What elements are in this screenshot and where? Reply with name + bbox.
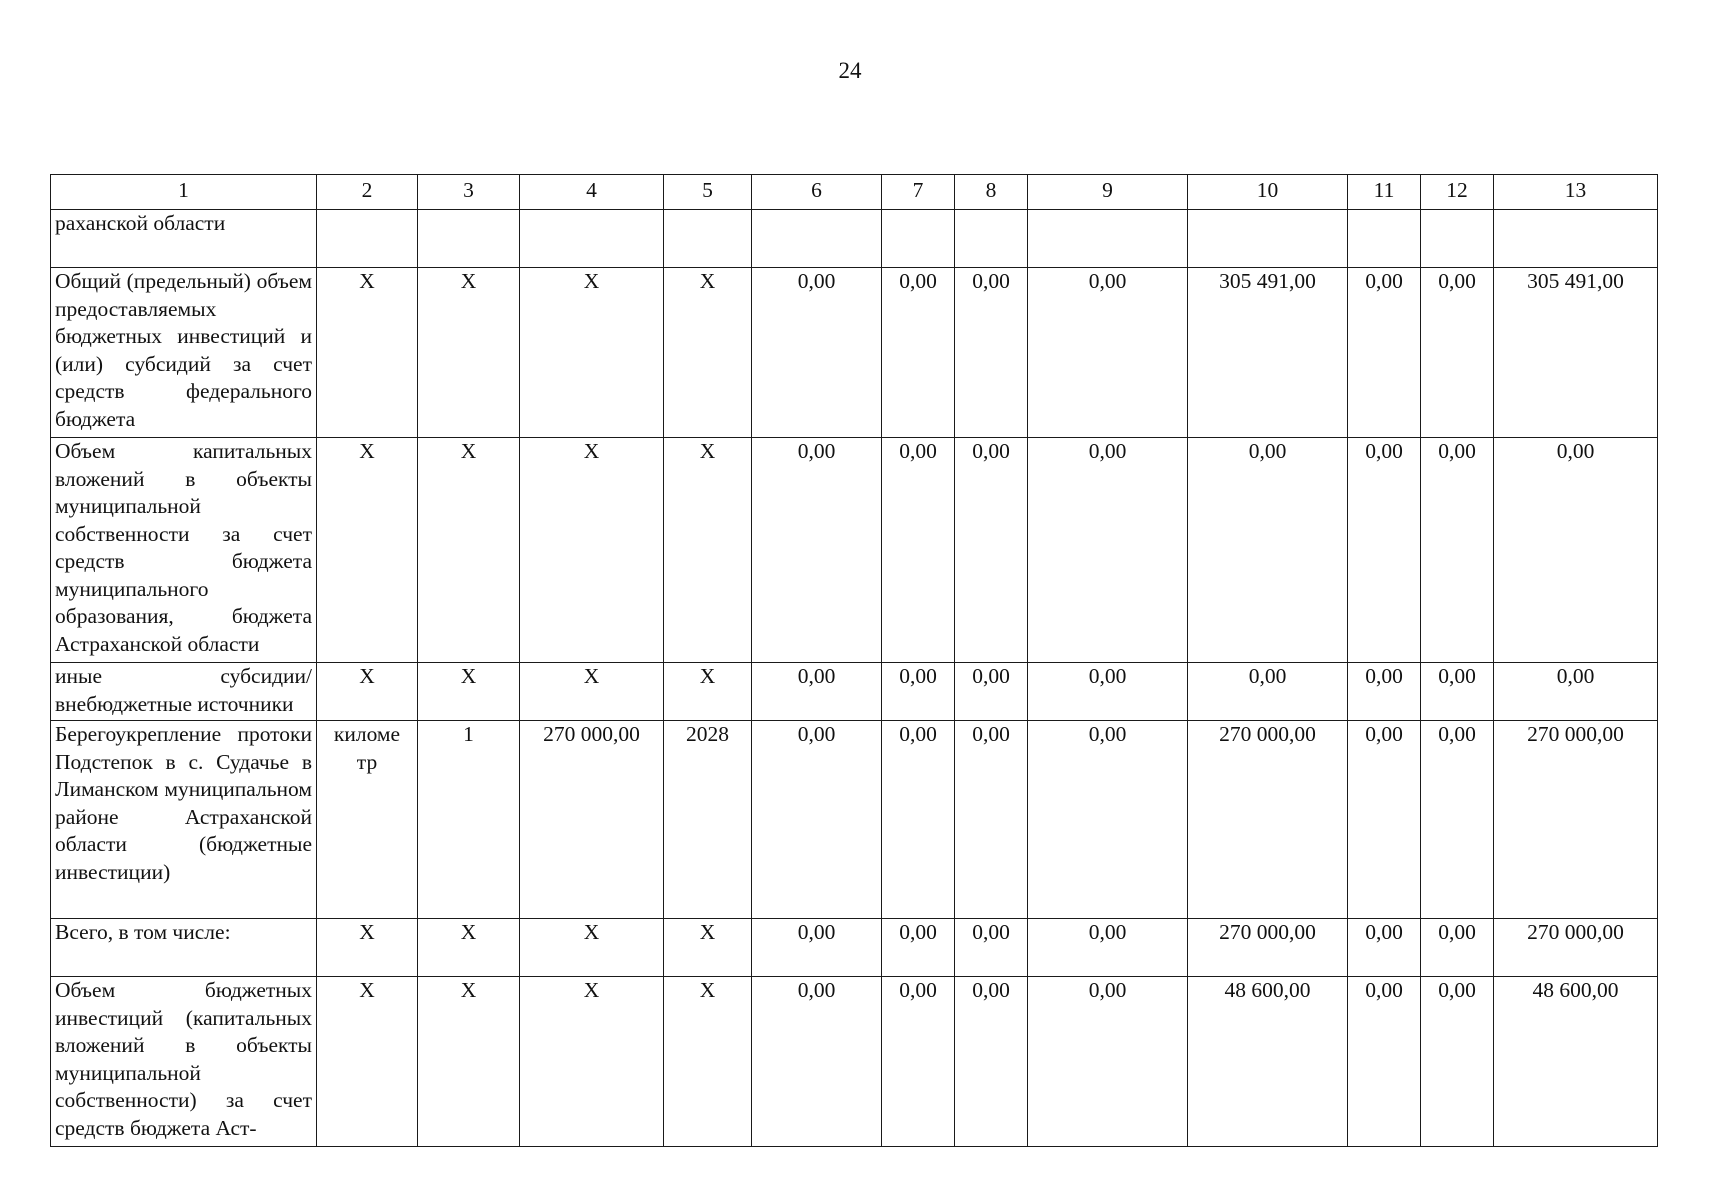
table-cell: 0,00	[1348, 438, 1421, 663]
column-header: 7	[882, 175, 955, 210]
table-cell: 0,00	[955, 977, 1028, 1147]
column-header: 13	[1494, 175, 1658, 210]
table-cell: 0,00	[1028, 663, 1188, 721]
table-cell: 0,00	[882, 438, 955, 663]
column-header: 4	[520, 175, 664, 210]
table-row	[51, 977, 1658, 1147]
table-cell	[418, 210, 520, 268]
table-cell: X	[664, 438, 752, 663]
table-cell: X	[664, 268, 752, 438]
table-cell: 0,00	[752, 919, 882, 977]
table-cell: X	[418, 919, 520, 977]
table-cell: 0,00	[955, 721, 1028, 919]
table-cell: 0,00	[1028, 438, 1188, 663]
table-cell: 270 000,00	[1188, 721, 1348, 919]
table-cell: 0,00	[752, 977, 882, 1147]
table-cell: 0,00	[1348, 663, 1421, 721]
table-cell: 0,00	[882, 721, 955, 919]
table-cell: 0,00	[1494, 663, 1658, 721]
table-cell: X	[520, 919, 664, 977]
column-header: 5	[664, 175, 752, 210]
table-cell: X	[520, 268, 664, 438]
table-cell: X	[418, 977, 520, 1147]
column-header: 11	[1348, 175, 1421, 210]
table-row	[51, 919, 1658, 977]
table-cell: 0,00	[1421, 977, 1494, 1147]
table-cell: 0,00	[955, 919, 1028, 977]
table-cell: 1	[418, 721, 520, 919]
table-cell: 0,00	[1421, 268, 1494, 438]
row-name: Объем капитальных вложений в объекты муниципальной собственности за счет средств бюджета муниципального образования, бюджета Астраханской области	[51, 438, 317, 663]
column-header: 2	[317, 175, 418, 210]
table-cell: 305 491,00	[1188, 268, 1348, 438]
table-cell: 0,00	[882, 268, 955, 438]
column-header: 3	[418, 175, 520, 210]
table-cell: X	[520, 438, 664, 663]
table-cell: X	[317, 919, 418, 977]
table-cell: X	[418, 663, 520, 721]
table-cell: 0,00	[1348, 268, 1421, 438]
column-header: 8	[955, 175, 1028, 210]
table-cell	[317, 210, 418, 268]
table-cell: 0,00	[1348, 721, 1421, 919]
table-cell: X	[664, 663, 752, 721]
table-cell: 270 000,00	[1188, 919, 1348, 977]
row-name: Всего, в том числе:	[51, 919, 317, 977]
table-row	[51, 663, 1658, 721]
row-name: Берегоукрепление протоки Подстепок в с. Судачье в Лиманском муниципальном районе Астраханской области (бюджетные инвестиции)	[51, 721, 317, 919]
table-cell: X	[418, 438, 520, 663]
table-cell: 0,00	[882, 977, 955, 1147]
table-cell: 0,00	[1421, 663, 1494, 721]
table-cell: X	[317, 438, 418, 663]
table-cell: X	[664, 977, 752, 1147]
table-cell: 0,00	[882, 663, 955, 721]
table-row	[51, 210, 1658, 268]
table-cell: 0,00	[1348, 977, 1421, 1147]
table-cell: 0,00	[1421, 919, 1494, 977]
table-cell: 0,00	[1494, 438, 1658, 663]
table-cell: X	[418, 268, 520, 438]
table-cell	[955, 210, 1028, 268]
table-cell: 0,00	[1028, 919, 1188, 977]
column-header: 1	[51, 175, 317, 210]
table-cell: 0,00	[1421, 438, 1494, 663]
table-cell: 0,00	[955, 663, 1028, 721]
row-name: Общий (предельный) объем предоставляемых бюджетных инвестиций и (или) субсидий за счет средств федерального бюджета	[51, 268, 317, 438]
table-row	[51, 438, 1658, 663]
page-number: 24	[838, 58, 862, 83]
table-cell: 270 000,00	[1494, 721, 1658, 919]
table-cell	[1494, 210, 1658, 268]
table-cell: 0,00	[1188, 663, 1348, 721]
row-name: Объем бюджетных инвестиций (капитальных вложений в объекты муниципальной собственности) за счет средств бюджета Аст-	[51, 977, 317, 1147]
table-cell: 0,00	[1028, 721, 1188, 919]
table-cell	[1188, 210, 1348, 268]
table-cell: 0,00	[752, 268, 882, 438]
table-cell: 0,00	[955, 438, 1028, 663]
header-row	[51, 175, 1658, 210]
table-cell: 270 000,00	[1494, 919, 1658, 977]
table-cell: 0,00	[1028, 977, 1188, 1147]
table-cell: 0,00	[752, 721, 882, 919]
table-row	[51, 268, 1658, 438]
table-row	[51, 721, 1658, 919]
table-cell: 0,00	[752, 438, 882, 663]
table-cell	[882, 210, 955, 268]
table-cell: 0,00	[882, 919, 955, 977]
column-header: 12	[1421, 175, 1494, 210]
table-cell: 0,00	[1348, 919, 1421, 977]
table-cell: 0,00	[1028, 268, 1188, 438]
table-cell: 0,00	[752, 663, 882, 721]
table-cell: 48 600,00	[1494, 977, 1658, 1147]
table-cell: 0,00	[1188, 438, 1348, 663]
table-cell	[664, 210, 752, 268]
table-cell: X	[317, 268, 418, 438]
table-cell	[1028, 210, 1188, 268]
table-cell: X	[664, 919, 752, 977]
table-cell: 48 600,00	[1188, 977, 1348, 1147]
row-name: иные субсидии/ внебюджетные источники	[51, 663, 317, 721]
column-header: 6	[752, 175, 882, 210]
table-cell: X	[520, 663, 664, 721]
table-cell	[520, 210, 664, 268]
budget-table	[50, 174, 1658, 1147]
table-cell	[1348, 210, 1421, 268]
table-cell: 305 491,00	[1494, 268, 1658, 438]
table-cell	[1421, 210, 1494, 268]
table-cell: X	[317, 663, 418, 721]
table-cell: 0,00	[1421, 721, 1494, 919]
table-cell: 270 000,00	[520, 721, 664, 919]
column-header: 10	[1188, 175, 1348, 210]
table-cell: 2028	[664, 721, 752, 919]
row-name: раханской области	[51, 210, 317, 268]
table-cell: километр	[317, 721, 418, 919]
table-cell: X	[317, 977, 418, 1147]
table-cell: 0,00	[955, 268, 1028, 438]
table-cell: X	[520, 977, 664, 1147]
column-header: 9	[1028, 175, 1188, 210]
table-cell	[752, 210, 882, 268]
